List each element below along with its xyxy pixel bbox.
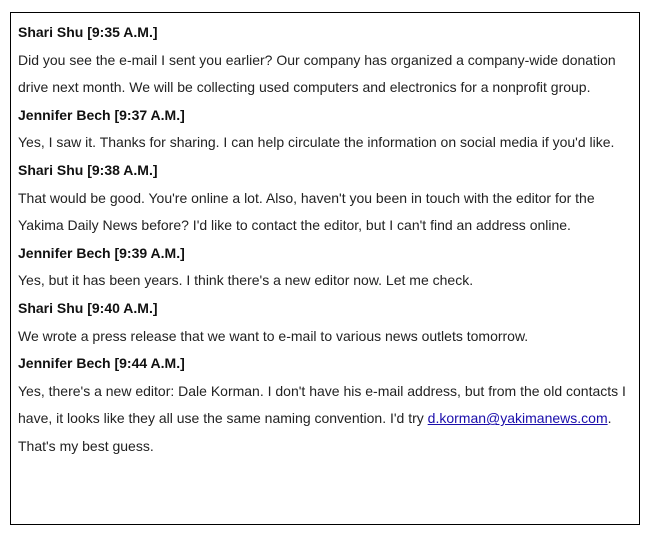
chat-message [18, 295, 631, 350]
message-text: We wrote a press release that we want to e-mail to various news outlets tomorrow. [18, 327, 529, 344]
message-sender: Jennifer Bech [9:44 A.M.] [18, 355, 185, 372]
message-text: That would be good. You're online a lot. Also, haven't you been in touch with the editor for the Yakima Daily News before? I'd like to contact the editor, but I can't find an address online. [18, 189, 595, 234]
message-sender: Shari Shu [9:40 A.M.] [18, 299, 158, 316]
message-text: Did you see the e-mail I sent you earlier? Our company has organized a company-wide donation drive next month. We will be collecting used computers and electronics for a nonprofit group. [18, 51, 616, 96]
message-sender: Shari Shu [9:35 A.M.] [18, 24, 158, 40]
message-text [18, 378, 631, 461]
message-sender: Shari Shu [9:38 A.M.] [18, 161, 158, 178]
chat-message [18, 157, 631, 240]
message-text-after-link: . That's my best guess. [18, 410, 612, 454]
chat-message [18, 102, 631, 157]
message-text-before-link: Yes, there's a new editor: Dale Korman. I don't have his e-mail address, but from the old contacts I have, it looks like they all use the same naming convention. I'd try [18, 382, 626, 427]
chat-message [18, 350, 631, 460]
chat-transcript [10, 12, 640, 525]
message-text: Yes, I saw it. Thanks for sharing. I can help circulate the information on social media if you'd like. [18, 134, 615, 151]
email-link[interactable]: d.korman@yakimanews.com [427, 410, 608, 427]
message-sender: Jennifer Bech [9:37 A.M.] [18, 106, 185, 123]
message-sender: Jennifer Bech [9:39 A.M.] [18, 244, 185, 261]
chat-message [18, 19, 631, 102]
message-text: Yes, but it has been years. I think there's a new editor now. Let me check. [18, 272, 474, 289]
chat-message [18, 240, 631, 295]
